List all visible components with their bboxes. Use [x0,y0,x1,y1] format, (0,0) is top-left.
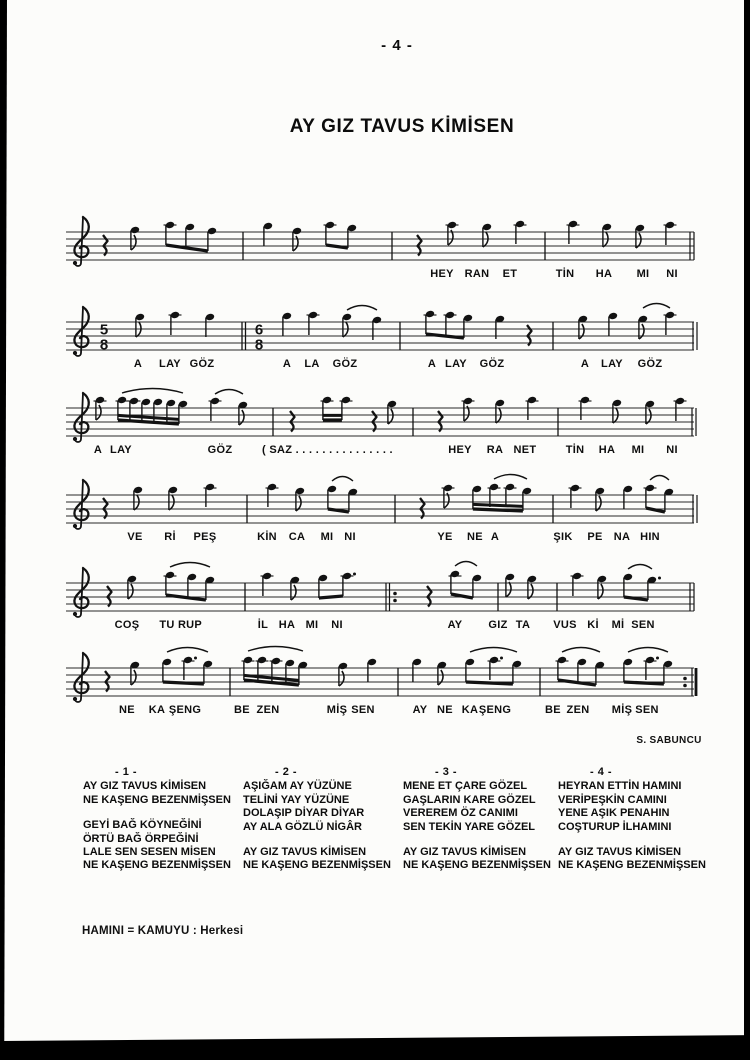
lyric-syllable: TİN [565,444,585,456]
lyric-syllable: LAY [110,444,132,456]
verse-column-4 [558,766,706,885]
lyric-syllable: GIZ [488,619,508,631]
lyric-syllable: BE [545,704,561,716]
verse-line: AY GIZ TAVUS KİMİSEN [83,780,207,793]
svg-text:8: 8 [99,336,109,354]
lyric-syllable: SEN [351,704,375,716]
lyric-syllable: GÖZ [189,358,215,370]
verse-number: - 4 - [590,766,613,778]
lyric-syllable: A [580,358,590,370]
verse-number: - 2 - [275,766,298,778]
verse-stanza [83,780,231,807]
verse-stanza [243,780,391,834]
verse-line: MENE ET ÇARE GÖZEL [403,780,528,793]
lyric-syllable: GÖZ [637,358,663,370]
lyric-syllable: LAY [445,358,467,370]
lyric-syllable: NI [331,619,343,631]
lyric-syllable: HIN [640,531,660,543]
lyric-syllable: İL [257,619,269,631]
lyric-syllable: RA [486,444,504,456]
verse-line: COŞTURUP İLHAMINI [558,820,672,833]
lyric-syllable: RAN [464,268,490,280]
lyric-syllable: VUS [553,619,577,631]
verse-line: SEN TEKİN YARE GÖZEL [403,820,536,833]
verse-line: NE KAŞENG BEZENMİŞSEN [83,793,231,806]
verse-line: NE KAŞENG BEZENMİŞSEN [558,859,706,872]
lyric-syllable: MI [320,531,334,543]
lyric-syllable: A [93,444,103,456]
verse-line: GAŞLARIN KARE GÖZEL [403,793,536,806]
lyric-syllable: NE [467,531,483,543]
lyric-syllable: MİŞ [326,704,348,716]
footnote-glossary: HAMINI = KAMUYU : Herkesi [82,925,244,937]
lyric-syllable: CA [288,531,306,543]
verse-line: AY GIZ TAVUS KİMİSEN [403,846,527,859]
verse-line: NE KAŞENG BEZENMİŞSEN [403,859,551,872]
lyric-syllable: COŞ [114,619,140,631]
lyric-syllable: NE [119,704,135,716]
verse-line: AY ALA GÖZLÜ NİGÂR [243,820,362,833]
verse-stanza [403,780,551,834]
lyric-syllable: Mİ [611,619,625,631]
scan-border-right [744,0,750,1060]
verse-column-2 [243,766,391,885]
lyric-syllable: ET [502,268,518,280]
lyric-syllable: BE [234,704,250,716]
verse-line: VEREREM ÖZ CANIMI [403,807,518,820]
lyric-syllable: NI [666,444,678,456]
lyric-syllable: YE [437,531,453,543]
verse-line: AY GIZ TAVUS KİMİSEN [243,846,367,859]
verse-number: - 3 - [435,766,458,778]
svg-text:8: 8 [254,336,264,354]
verse-line: NE KAŞENG BEZENMİŞSEN [243,859,391,872]
lyric-syllable: KA [461,704,479,716]
lyric-syllable: HA [278,619,296,631]
lyric-syllable: Rİ [164,531,176,543]
verse-line: HEYRAN ETTİN HAMINI [558,780,682,793]
lyric-syllable: PE [587,531,603,543]
lyric-syllable: GÖZ [332,358,358,370]
lyric-syllable: NI [344,531,356,543]
lyric-syllable: HEY [448,444,472,456]
verse-line: DOLAŞIP DİYAR DİYAR [243,807,365,820]
verse-stanza [558,780,706,834]
lyric-syllable: TU [159,619,175,631]
lyric-syllable: PEŞ [193,531,217,543]
lyric-syllable: MI [631,444,645,456]
verse-line: NE KAŞENG BEZENMİŞSEN [83,859,231,872]
verse-line: AY GIZ TAVUS KİMİSEN [558,846,682,859]
verse-number: - 1 - [115,766,138,778]
verse-stanza [243,846,391,873]
verse-line: AŞIĞAM AY YÜZÜNE [243,780,352,793]
verse-stanza [558,846,706,873]
lyric-syllable: KİN [257,531,277,543]
lyric-syllable: NE [437,704,453,716]
lyric-syllable: KA [148,704,166,716]
lyric-syllable: ŞIK [553,531,573,543]
lyric-syllable: HA [595,268,613,280]
lyric-syllable: MI [636,268,650,280]
lyric-syllable: LAY [601,358,623,370]
lyric-syllable: ( SAZ . . . . . . . . . . . . . . . [262,444,393,456]
lyric-syllable: ZEN [566,704,590,716]
lyric-syllable: MİŞ [611,704,633,716]
verse-column-3 [403,766,551,885]
lyric-syllable: SEN [631,619,655,631]
lyric-syllable: NET [513,444,537,456]
lyric-syllable: HA [598,444,616,456]
verse-line: YENE AŞIK PENAHIN [558,807,670,820]
composer-credit: S. SABUNCU [636,735,702,746]
lyric-syllable: AY [412,704,428,716]
verse-column-1 [83,766,231,885]
song-title: AY GIZ TAVUS KİMİSEN [289,116,515,137]
lyric-syllable: Kİ [587,619,599,631]
lyric-syllable: A [490,531,500,543]
lyric-syllable: LAY [159,358,181,370]
lyric-syllable: A [282,358,292,370]
verse-line: ÖRTÜ BAĞ ÖRPEĞİNİ [83,832,199,845]
lyric-syllable: NI [666,268,678,280]
lyric-syllable: GÖZ [207,444,233,456]
lyric-syllable: VE [127,531,143,543]
lyric-syllable: RUP [177,619,203,631]
lyric-syllable: AY [447,619,463,631]
lyric-syllable: SEN [635,704,659,716]
lyric-syllable: ZEN [256,704,280,716]
svg-text:5: 5 [99,321,109,339]
lyric-syllable: MI [305,619,319,631]
verse-line: TELİNİ YAY YÜZÜNE [243,793,350,806]
lyric-syllable: ŞENG [168,704,202,716]
verse-line: GEYİ BAĞ KÖYNEĞİNİ [83,819,202,832]
lyric-syllable: TA [515,619,531,631]
verse-line: LALE SEN SESEN MİSEN [83,846,216,859]
lyric-syllable: LA [304,358,320,370]
verse-stanza [403,846,551,873]
lyric-syllable: HEY [430,268,454,280]
svg-text:6: 6 [254,321,264,339]
lyric-syllable: GÖZ [479,358,505,370]
lyric-syllable: A [427,358,437,370]
lyric-syllable: TİN [555,268,575,280]
verse-stanza [83,819,231,873]
verse-line: VERİPEŞKİN CAMINI [558,793,667,806]
lyric-syllable: NA [613,531,631,543]
lyric-syllable: ŞENG [478,704,512,716]
page-number: - 4 - [381,37,413,54]
lyric-syllable: A [133,358,143,370]
